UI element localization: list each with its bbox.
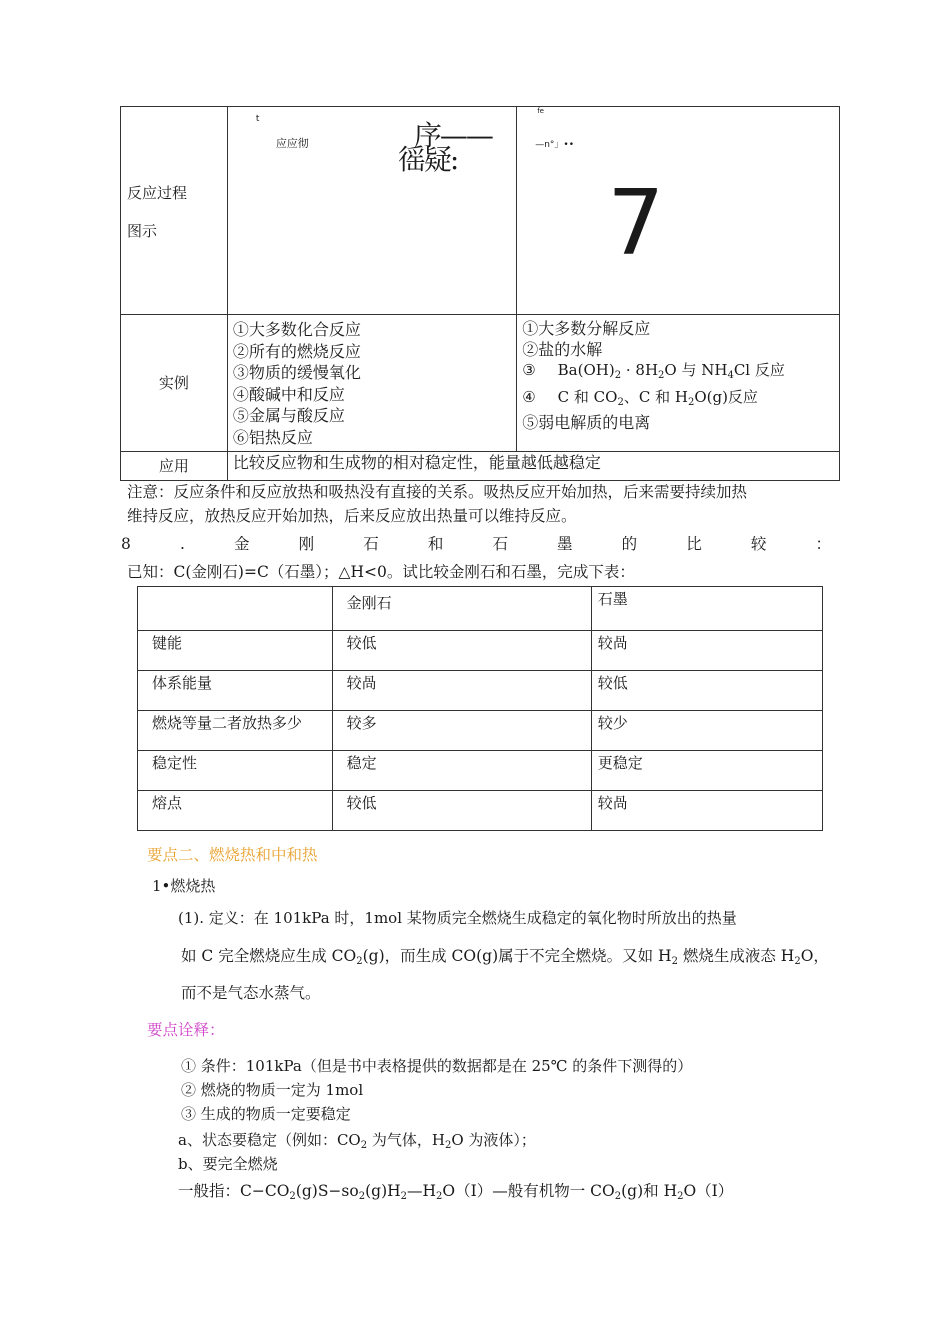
list-item: ②盐的水解 (522, 339, 603, 359)
exothermic-examples-cell (227, 315, 516, 452)
list-item: ⑤弱电解质的电离 (522, 413, 651, 432)
row-label-diagram-1: 反应过程 (127, 184, 188, 202)
list-item: ⑥铝热反应 (232, 427, 313, 447)
endothermic-examples-cell (517, 315, 840, 452)
definition-example-cont: 而不是气态水蒸气。 (181, 984, 321, 1002)
overlay-text-1: 序—— (413, 119, 492, 152)
table-row (138, 711, 823, 751)
tiny-mark: fe (537, 107, 544, 115)
table-row (121, 107, 840, 315)
large-number: 7 (607, 171, 665, 276)
table-row (138, 751, 823, 791)
table-cell: 更稳定 (591, 751, 822, 791)
application-text: 比较反应物和生成物的相对稳定性，能量越低越稳定 (232, 453, 601, 472)
endothermic-diagram-cell (517, 107, 840, 315)
reaction-comparison-table (120, 106, 840, 481)
table-cell: 稳定 (332, 751, 591, 791)
figure-caption: 应应彻 (275, 137, 309, 150)
overlay-text-2: 徭疑: (397, 143, 458, 176)
table-cell: 较低 (591, 671, 822, 711)
list-item: ③物质的缓慢氧化 (232, 363, 361, 382)
row-label-cell (121, 452, 228, 481)
list-item: ④酸碱中和反应 (232, 384, 345, 404)
application-cell (227, 452, 839, 481)
tiny-mark: t (255, 114, 260, 124)
table-cell: 体系能量 (138, 671, 333, 711)
table-row (138, 671, 823, 711)
header-cell: 石墨 (591, 587, 822, 631)
table-cell: 较低 (332, 791, 591, 831)
figure-caption: —n°」•• (535, 140, 575, 150)
list-item: ①大多数分解反应 (522, 319, 651, 338)
point-item: ② 燃烧的物质一定为 1mol (181, 1081, 364, 1099)
table-cell: 较咼 (591, 791, 822, 831)
row-label-cell (121, 315, 228, 452)
point-item: ① 条件：101kPa（但是书中表格提供的数据都是在 25℃ 的条件下测得的） (181, 1057, 693, 1075)
row-label-cell (121, 107, 228, 315)
table-cell: 稳定性 (138, 751, 333, 791)
note-line-2: 维持反应，放热反应开始加热，后来反应放出热量可以维持反应。 (127, 507, 577, 525)
list-item: ⑤金属与酸反应 (232, 406, 345, 425)
sub-point-b: b、要完全燃烧 (178, 1155, 278, 1173)
section-title: 要点二、燃烧热和中和热 (147, 846, 318, 864)
subsection-heading: 1•燃烧热 (152, 877, 216, 895)
row-label-application: 应用 (158, 457, 189, 475)
list-item: ④ C 和 $CO_2$、C 和 $H_2O(g)$反应 (522, 387, 758, 408)
table-cell: 燃烧等量二者放热多少 (138, 711, 333, 751)
table-header-row (138, 587, 823, 631)
list-item: ①大多数化合反应 (232, 320, 361, 339)
table-cell: 键能 (138, 631, 333, 671)
diamond-graphite-table (137, 586, 823, 831)
row-label-examples: 实例 (158, 374, 189, 392)
table-row (121, 315, 840, 452)
table-row (138, 791, 823, 831)
table-cell: 较多 (332, 711, 591, 751)
table-row (138, 631, 823, 671)
sub-point-a: a、状态要稳定（例如：$CO_2$ 为气体，$H_2O$ 为液体）； (178, 1131, 536, 1151)
table-cell: 较咼 (332, 671, 591, 711)
list-item: ③ $Ba(OH)_2 \cdot 8H_2O$ 与 $NH_4Cl$ 反应 (522, 361, 785, 381)
point-item: ③ 生成的物质一定要稳定 (181, 1105, 351, 1123)
table-cell: 熔点 (138, 791, 333, 831)
header-cell: 金刚石 (332, 587, 591, 631)
table-cell: 较少 (591, 711, 822, 751)
list-item: ②所有的燃烧反应 (232, 341, 361, 361)
table-cell: 较低 (332, 631, 591, 671)
general-rule: 一般指：$C-CO_2(g)S-so_2(g)H_2—H_2O(I)—$般有机物一 $CO_2(g)$和 $H_2O(I)$ (178, 1182, 734, 1202)
note-line-1: 注意：反应条件和反应放热和吸热没有直接的关系。吸热反应开始加热，后来需要持续加热 (127, 483, 748, 501)
exothermic-diagram-cell (227, 107, 516, 315)
known-condition: 已知：C(金刚石)=C（石墨）；△H<0。试比较金刚石和石墨，完成下表： (127, 563, 635, 581)
annotation-title: 要点诠释： (147, 1021, 225, 1039)
definition: (1). 定义：在 101kPa 时，1mol 某物质完全燃烧生成稳定的氧化物时所放出的热量 (178, 909, 737, 927)
table-cell: 较咼 (591, 631, 822, 671)
header-cell (138, 587, 333, 631)
row-label-diagram-2: 图示 (127, 222, 158, 240)
table-row (121, 452, 840, 481)
definition-example: 如 C 完全燃烧应生成 $CO_2(g)$，而生成 CO(g)属于不完全燃烧。又如 $H_2$ 燃烧生成液态 $H_2O$， (181, 947, 829, 967)
section-8-heading: 8 . 金 刚 石 和 石 墨 的 比 较 ： (121, 535, 831, 553)
